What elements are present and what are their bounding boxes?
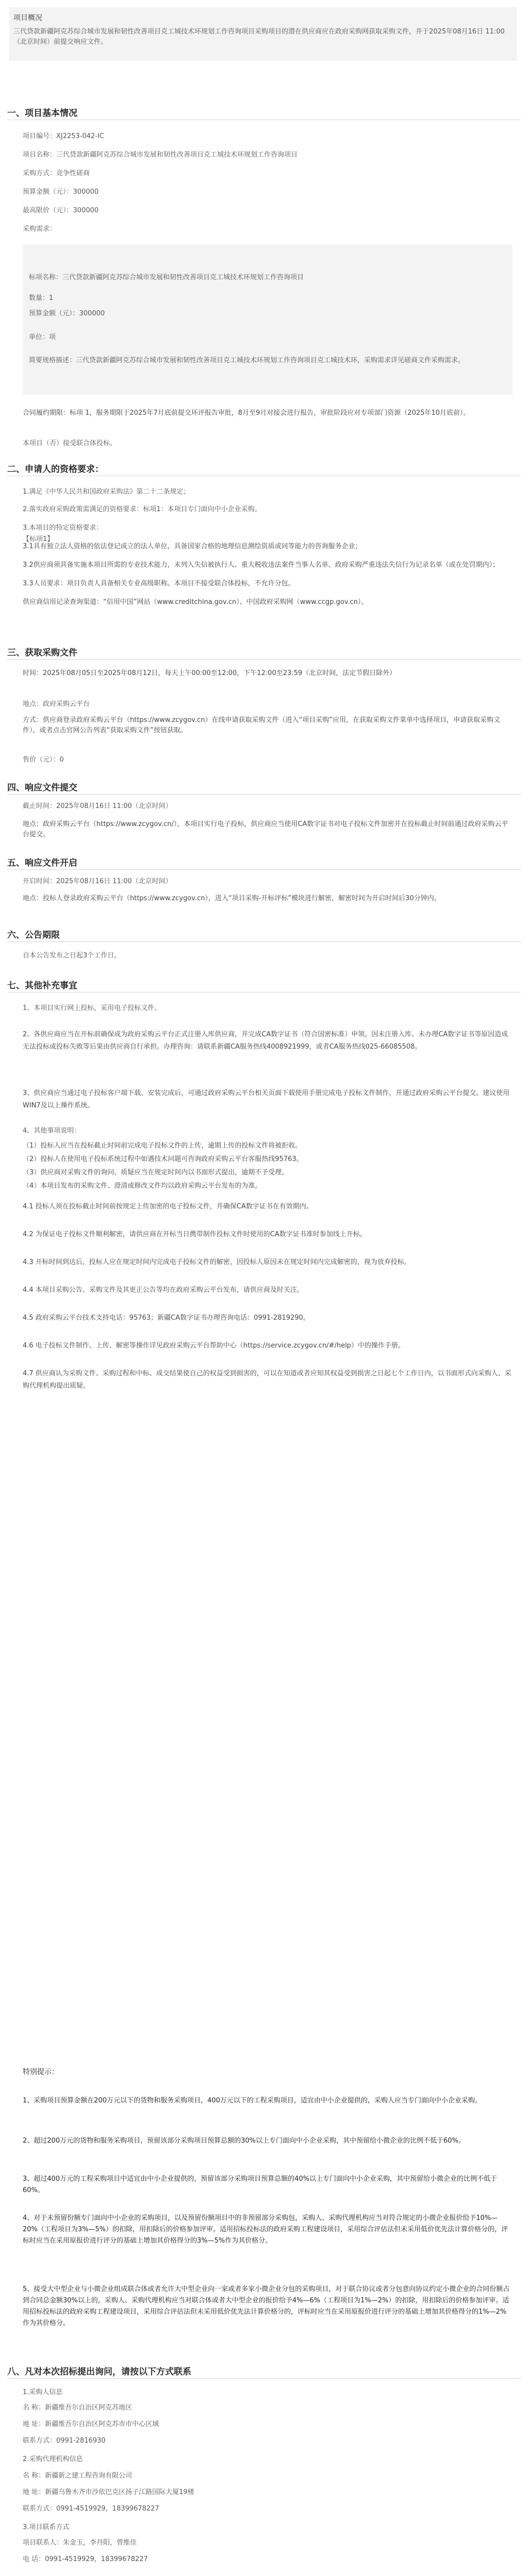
contact-agency-name: 名 称：新疆新之建工程咨询有限公司	[23, 2472, 133, 2480]
submit-place: 地点：政府采购云平台（https://www.zcygov.cn/），本项目实行电子投标，供应商应当使用CA数字证书对电子投标文件加密并在投标截止时间前通过政府采购云平台提交。	[23, 820, 508, 838]
supplement-4-3: 4.3 开标时间到达后，投标人应在规定时间内完成电子投标文件的解密，因投标人原因未在规定时间内完成解密的，视为放弃投标。	[23, 1258, 411, 1266]
procurement-needs-label: 采购需求：	[23, 225, 57, 233]
section-6-title: 六、公告期限	[7, 930, 60, 940]
contact-project-heading: 3.项目联系方式	[23, 2523, 70, 2531]
supplement-4-5: 4.5 政府采购云平台技术支持电话：95763；新疆CA数字证书办理咨询电话：0991-2819290。	[23, 1314, 310, 1322]
contact-buyer-name: 名 称：新疆维吾尔自治区阿克苏地区	[23, 2404, 133, 2412]
lot-budget: 预算金额（元）：300000	[29, 310, 105, 317]
qualification-3-3: 3.3人员要求：项目负责人具备相关专业高级职称。本项目不接受联合体投标，不允许分包。	[23, 580, 295, 587]
section-2-title: 二、申请人的资格要求：	[7, 464, 104, 475]
special-notice-title: 特别提示：	[23, 2068, 59, 2076]
contact-buyer-phone: 联系方式：0991-2816930	[23, 2437, 106, 2445]
divider	[7, 941, 521, 942]
submit-deadline: 截止时间：2025年08月16日 11:00（北京时间）	[23, 802, 172, 810]
supplement-4-2: 4.2 为保证电子投标文件顺利解密，请供应商在开标当日携带制作投标文件时使用的CA数字证书准时参加线上开标。	[23, 1231, 367, 1238]
supplement-4-7: 4.7 供应商认为采购文件、采购过程和中标、成交结果使自己的权益受到损害的，可以在知道或者应知其权益受到损害之日起七个工作日内，以书面形式向采购人、采购代理机构提出质疑。	[23, 1370, 512, 1390]
lot-name: 标项名称：三代贷款新疆阿克苏综合城市发展和韧性改善项目克工城技术环规划工作咨询项目	[29, 274, 304, 281]
lot-spec: 简要规格描述：三代贷款新疆阿克苏综合城市发展和韧性改善项目克工城技术环规划工作咨询项目克工城技术环，采购需求详见磋商文件采购需求。	[29, 357, 465, 364]
contact-agency-heading: 2.采购代理机构信息	[23, 2455, 83, 2463]
open-time: 开启时间：2025年08月16日 11:00（北京时间）	[23, 878, 172, 885]
procurement-method: 采购方式：竞争性磋商	[23, 170, 90, 177]
supplement-4-6: 4.6 电子投标文件制作、上传、解密等操作详见政府采购云平台帮助中心（https://service.zcygov.cn/#/help）中的操作手册。	[23, 1342, 405, 1350]
supplement-4: 4、其他事项说明：	[23, 1127, 81, 1135]
contact-agency-address: 地 址：新疆乌鲁木齐市沙依巴克区扬子江路国际大厦19楼	[23, 2488, 194, 2496]
section-7-title: 七、其他补充事宜	[7, 981, 77, 991]
qualification-3-1: 3.1具有独立法人资格的依法登记成立的法人单位，具备国家合格的地理信息测绘资质或同等能力的咨询服务企业；	[23, 543, 362, 550]
supplement-4-b: （2）投标人在使用电子投标系统过程中如遇技术问题可咨询政府采购云平台客服热线95763。	[23, 1155, 303, 1163]
qualification-2: 2.落实政府采购政策需满足的资格要求：标项1：本项目专门面向中小企业采购。	[23, 506, 261, 513]
max-price: 最高限价（元）：300000	[23, 207, 99, 214]
section-1-title: 一、项目基本情况	[7, 108, 77, 119]
divider	[7, 659, 521, 660]
policy-4: 4、对于未预留份额专门面向中小企业的采购项目，以及预留份额项目中的非预留部分采购包，采购人、采购代理机构应当对符合规定的小微企业报价给予10%—20%（工程项目为3%—5%）的扣除，用扣除后的价格参加评审。适用招标投标法的政府采购工程建设项目，采用综合评估法但未采用低价优先法计算价格分的，评标时应当在采用原报价进行评分的基础上增加其价格得分的3%—5%作为其价格分。	[23, 2214, 508, 2245]
section-3-title: 三、获取采购文件	[7, 648, 77, 658]
lot-unit: 单位：项	[29, 333, 56, 341]
supplement-4-c: （3）供应商对采购文件的询问、质疑应当在规定时间内以书面形式提出，逾期不予受理。	[23, 1169, 289, 1176]
obtain-time: 时间：2025年08月05日至2025年08月12日，每天上午00:00至12:00，下午12:00至23:59（北京时间，法定节假日除外）	[23, 669, 397, 677]
lot-box	[23, 244, 513, 395]
divider	[7, 869, 521, 870]
section-8-title: 八、凡对本次招标提出询问，请按以下方式联系	[7, 2367, 191, 2377]
supplement-4-1: 4.1 投标人须在投标截止时间前按规定上传加密的电子投标文件，并确保CA数字证书在有效期内。	[23, 1203, 313, 1210]
policy-2: 2、超过200万元的货物和服务采购项目，预留该部分采购项目预算总额的30%以上专门面向中小企业采购，其中预留给小微企业的比例不低于60%。	[23, 2137, 465, 2145]
supplement-4-d: （4）本项目发布的采购文件、澄清或修改文件均以政府采购云平台发布的为准。	[23, 1182, 262, 1190]
section-4-title: 四、响应文件提交	[7, 783, 77, 793]
open-place: 地点：投标人登录政府采购云平台（https://www.zcygov.cn），进入“项目采购-开标评标”模块进行解密，解密时间为开启时间后30分钟内。	[23, 895, 441, 902]
supplement-3: 3、供应商应当通过电子投标客户端下载、安装完成后，可通过政府采购云平台相关页面下载使用手册完成电子投标文件制作，并通过政府采购云平台提交。建议使用WIN7及以上操作系统。	[23, 1089, 510, 1109]
budget-amount: 预算金额（元）：300000	[23, 188, 99, 196]
project-number: 项目编号：XJ2253-042-IC	[23, 132, 104, 140]
contract-period: 合同履约期限：标项 1，服务期限于2025年7月底前提交环评报告审批，8月至9月对接会进行报告，审批阶段应对专项部门资源（2025年10月底前）。	[23, 409, 470, 417]
lot-quantity: 数量：1	[29, 294, 54, 302]
divider	[7, 794, 521, 795]
qualification-1: 1.满足《中华人民共和国政府采购法》第二十二条规定；	[23, 488, 190, 496]
qualification-3-2: 3.2供应商须具备实施本项目所需的专业技术能力，未列入失信被执行人、重大税收违法案件当事人名单、政府采购严重违法失信行为记录名单（或在处罚期内）；	[23, 561, 500, 569]
supplement-4-a: （1）投标人应当在投标截止时间前完成电子投标文件的上传，逾期上传的投标文件将被拒收。	[23, 1142, 302, 1150]
intro-heading: 项目概况	[13, 14, 42, 22]
contact-project-phone: 电 话：0991-4519929，18399678227	[23, 2555, 148, 2563]
contact-buyer-heading: 1.采购人信息	[23, 2388, 63, 2396]
policy-5: 5、接受大中型企业与小微企业组成联合体或者允许大中型企业向一家或者多家小微企业分包的采购项目，对于联合协议或者分包意向协议约定小微企业的合同份额占到合同总金额30%以上的，采购人、采购代理机构应当对联合体或者大中型企业的报价给予4%—6%（工程项目为1%—2%）的扣除，用扣除后的价格参加评审。适用招标投标法的政府采购工程建设项目，采用综合评估法但未采用低价优先法计算价格分的，评标时应当在采用原报价进行评分的基础上增加其价格得分的1%—2%作为其价格分。	[23, 2285, 510, 2327]
obtain-price: 售价（元）：0	[23, 756, 64, 764]
supplement-2: 2、各供应商应当在开标前确保成为政府采购云平台正式注册入库供应商，并完成CA数字证书（符合国密标准）申领。因未注册入库、未办理CA数字证书等原因造成无法投标或投标失败等后果由供应商自行承担。办理咨询：请联系新疆CA服务热线4008921999，或者CA服务热线025-66085508。	[23, 1031, 508, 1051]
section-5-title: 五、响应文件开启	[7, 858, 77, 868]
credit-check: 供应商信用记录查询渠道：“信用中国”网站（www.creditchina.gov.cn）、中国政府采购网（www.ccgp.gov.cn）。	[23, 598, 368, 606]
policy-3: 3、超过400万元的工程采购项目中适宜由中小企业提供的，预留该部分采购项目预算总额的40%以上专门面向中小企业采购，其中预留给小微企业的比例不低于60%。	[23, 2175, 497, 2194]
supplement-1: 1、本项目实行网上投标，采用电子投标文件。	[23, 1004, 161, 1012]
project-name: 项目名称：三代贷款新疆阿克苏综合城市发展和韧性改善项目克工城技术环规划工作咨询项目	[23, 151, 298, 159]
notice-period: 自本公告发布之日起3个工作日。	[23, 952, 121, 959]
policy-1: 1、采购项目预算金额在200万元以下的货物和服务采购项目，400万元以下的工程采购项目，适宜由中小企业提供的，采购人应当专门面向中小企业采购。	[23, 2097, 482, 2104]
consortium-note: 本项目（否）接受联合体投标。	[23, 440, 117, 447]
contact-agency-phone: 联系方式：0991-4519929，18399678227	[23, 2505, 159, 2513]
contact-buyer-address: 地 址：新疆维吾尔自治区阿克苏市市中心区域	[23, 2420, 159, 2428]
intro-body: 三代贷款新疆阿克苏综合城市发展和韧性改善项目克工城技术环规划工作咨询项目采购项目的潜在供应商应在政府采购网获取采购文件，并于2025年08月16日 11:00（北京时间）前提交响应文件。	[13, 28, 505, 46]
qualification-3: 3.本项目的特定资格要求：	[23, 524, 103, 532]
lot-tag: 【标项1】	[23, 535, 54, 543]
divider	[7, 2378, 521, 2379]
obtain-place: 地点：政府采购云平台	[23, 700, 90, 708]
supplement-4-4: 4.4 本项目采购公告、采购文件及其更正公告等均在政府采购云平台发布，请供应商及时关注。	[23, 1286, 304, 1294]
obtain-method: 方式：供应商登录政府采购云平台（https://www.zcygov.cn）在线申请获取采购文件（进入“项目采购”应用，在获取采购文件菜单中选择项目，申请获取采购文件），或者点击官网公告列表“获取采购文件”按钮获取。	[23, 716, 500, 734]
contact-project-person: 项目联系人：朱金玉，李丹阳，曾维佳	[23, 2539, 137, 2547]
